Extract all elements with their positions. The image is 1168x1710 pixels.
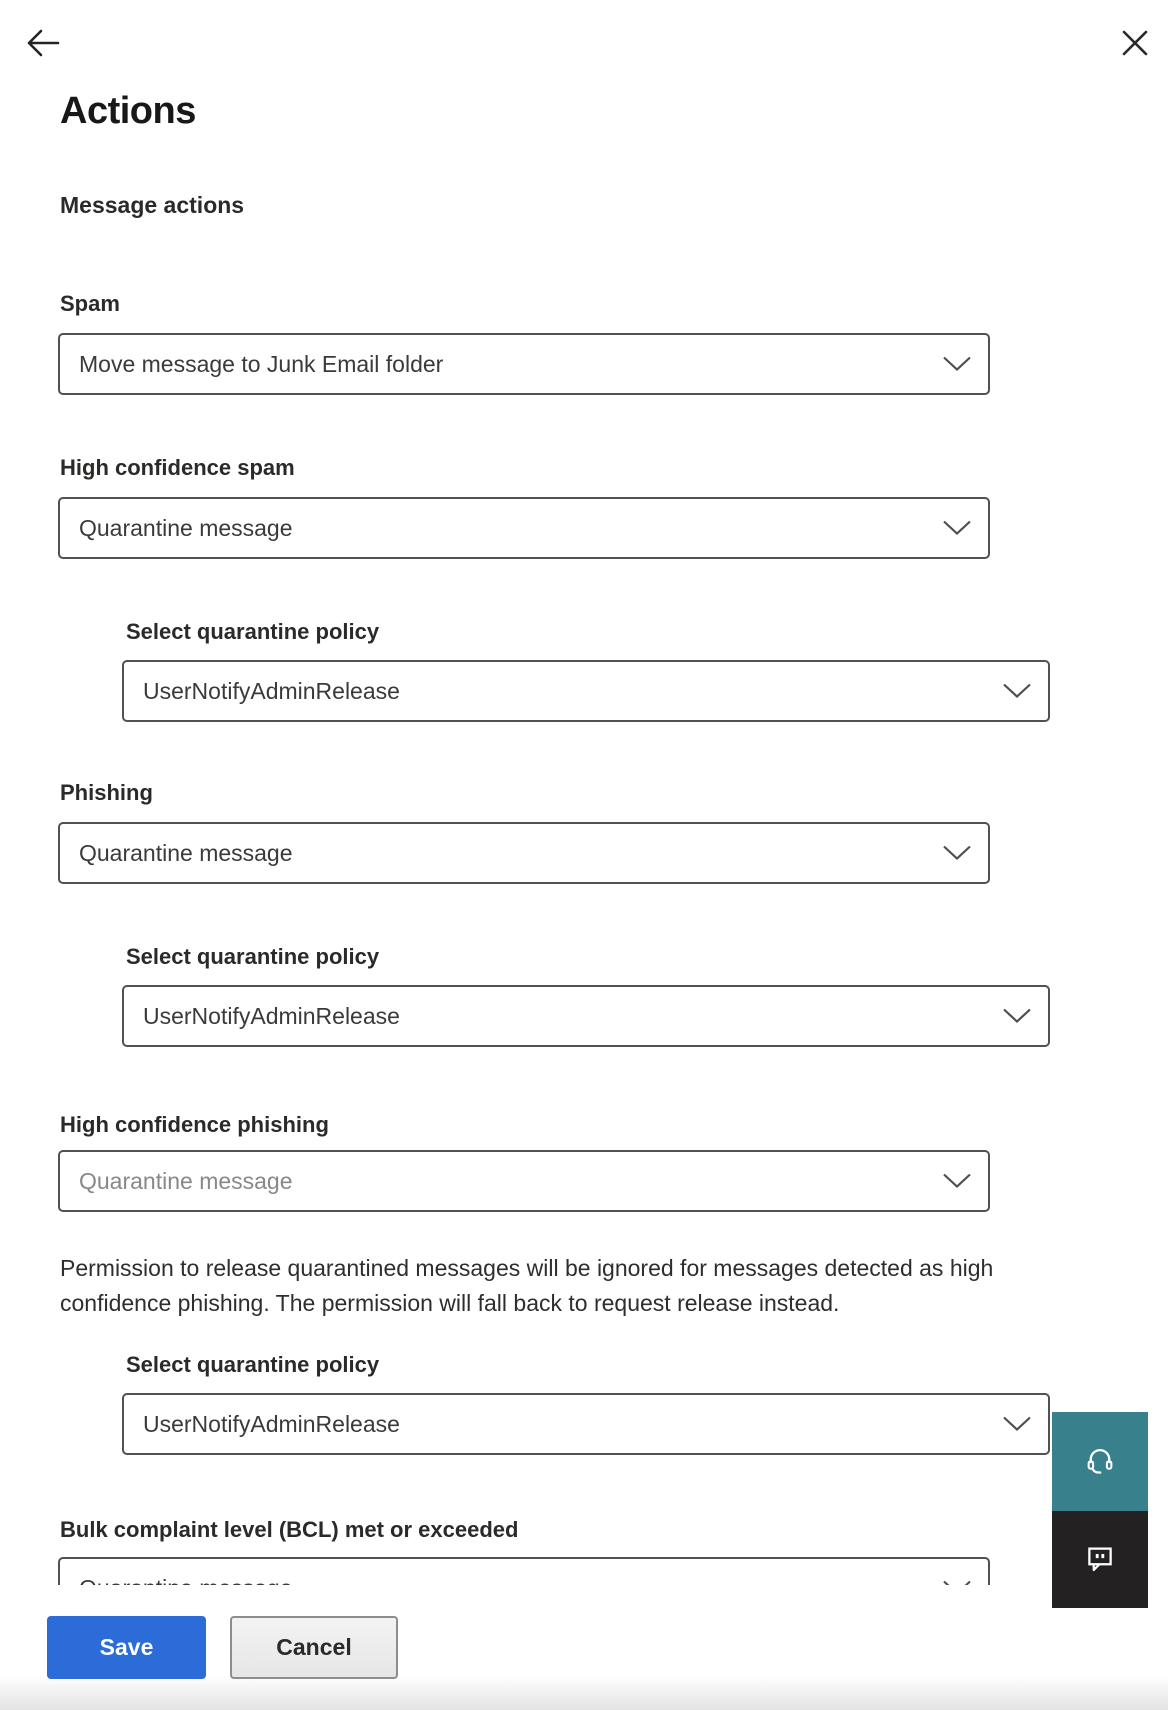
hcp-quarantine-policy-label: Select quarantine policy — [126, 1352, 380, 1377]
spam-action-value: Move message to Junk Email folder — [79, 350, 444, 377]
spam-quarantine-policy-label: Select quarantine policy — [126, 619, 380, 644]
spam-label: Spam — [60, 291, 120, 316]
chevron-down-icon — [942, 520, 972, 537]
cancel-button[interactable]: Cancel — [230, 1616, 398, 1679]
high-confidence-phishing-value: Quarantine message — [79, 1167, 293, 1194]
chevron-down-icon — [942, 1173, 972, 1190]
close-button[interactable] — [1116, 26, 1154, 60]
back-button[interactable] — [24, 26, 62, 60]
hcp-quarantine-policy-value: UserNotifyAdminRelease — [143, 1410, 400, 1437]
headset-icon — [1085, 1445, 1115, 1478]
spam-action-dropdown[interactable] — [58, 333, 990, 395]
chevron-down-icon — [1002, 1416, 1032, 1433]
phishing-label: Phishing — [60, 780, 153, 805]
save-button[interactable]: Save — [47, 1616, 206, 1679]
high-confidence-phishing-label: High confidence phishing — [60, 1112, 329, 1137]
chevron-down-icon — [1002, 683, 1032, 700]
help-button[interactable] — [1052, 1412, 1148, 1511]
phishing-action-dropdown[interactable] — [58, 822, 990, 884]
phishing-quarantine-policy-label: Select quarantine policy — [126, 944, 380, 969]
high-confidence-spam-label: High confidence spam — [60, 455, 295, 480]
hcp-quarantine-policy-dropdown[interactable] — [122, 1393, 1050, 1455]
high-confidence-phishing-note: Permission to release quarantined messages will be ignored for messages detected as high confidence phishing. The permission will fall back to request release instead. — [60, 1255, 994, 1316]
chevron-down-icon — [942, 845, 972, 862]
page-title: Actions — [60, 90, 196, 132]
high-confidence-phishing-dropdown[interactable] — [58, 1150, 990, 1212]
section-heading-message-actions: Message actions — [60, 192, 245, 218]
close-icon — [1119, 47, 1151, 62]
phishing-action-value: Quarantine message — [79, 839, 293, 866]
high-confidence-spam-value: Quarantine message — [79, 514, 293, 541]
bulk-complaint-level-label: Bulk complaint level (BCL) met or exceeded — [60, 1517, 519, 1542]
phishing-quarantine-policy-dropdown[interactable] — [122, 985, 1050, 1047]
chevron-down-icon — [1002, 1008, 1032, 1025]
high-confidence-spam-dropdown[interactable] — [58, 497, 990, 559]
spam-quarantine-policy-dropdown[interactable] — [122, 660, 1050, 722]
phishing-quarantine-policy-value: UserNotifyAdminRelease — [143, 1002, 400, 1029]
chat-bubble-icon — [1085, 1543, 1115, 1576]
back-arrow-icon — [25, 47, 61, 62]
chevron-down-icon — [942, 356, 972, 373]
spam-quarantine-policy-value: UserNotifyAdminRelease — [143, 677, 400, 704]
feedback-button[interactable] — [1052, 1511, 1148, 1608]
